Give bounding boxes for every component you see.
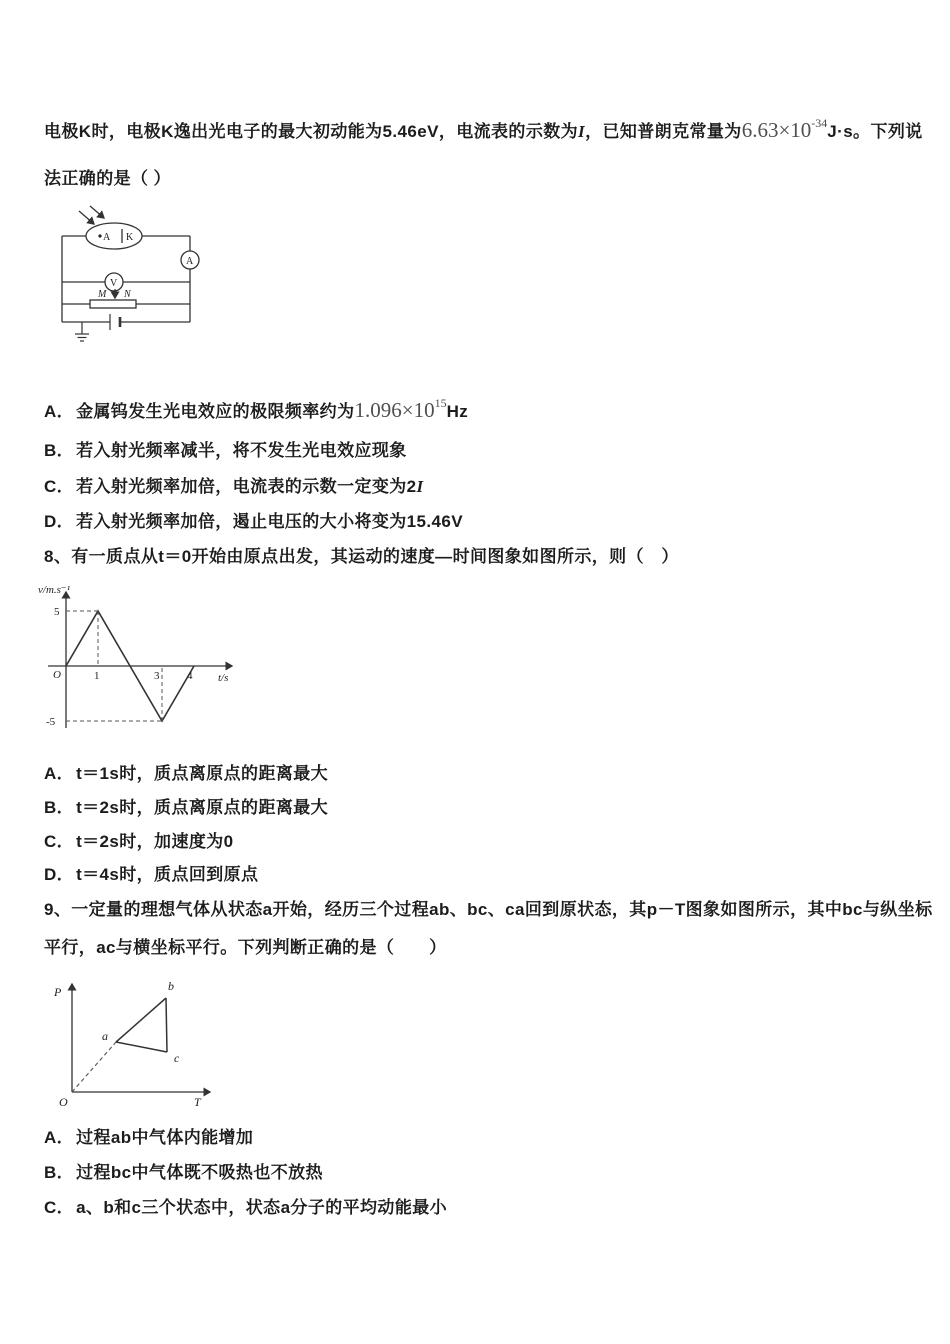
pt-x-axis-label: T	[194, 1095, 201, 1109]
pt-state-c-label: c	[174, 1051, 180, 1065]
vt-t4-tick: 4	[187, 670, 193, 682]
q7-stem-text-mid: ，已知普朗克常量为	[585, 122, 742, 141]
pt-cycle-lines	[116, 998, 167, 1052]
photoelectric-circuit-figure	[52, 204, 204, 354]
question-8-stem: 8、有一质点从t＝0开始由原点出发，其运动的速度—时间图象如图所示，则（ ）	[44, 547, 679, 566]
circuit-wires	[62, 236, 199, 322]
cathode-label: K	[126, 232, 134, 243]
pt-origin-label: O	[59, 1095, 68, 1109]
question-7-stem-line-2: 法正确的是（ ）	[44, 169, 171, 188]
planck-constant-value: $6.63\times 10^{-34}$	[741, 116, 828, 142]
q8-option-d: D． t＝4s时，质点回到原点	[44, 865, 259, 884]
q7-option-b: B． 若入射光频率减半，将不发生光电效应现象	[44, 441, 407, 460]
anode-dot	[98, 234, 101, 237]
vt-t3-tick: 3	[154, 670, 160, 682]
ammeter-label: A	[186, 256, 194, 267]
pt-state-b-label: b	[168, 979, 174, 993]
q9-option-c: C． a、b和c三个状态中，状态a分子的平均动能最小	[44, 1198, 448, 1217]
q7-stem-text-post: J·s。下列说	[827, 122, 923, 141]
q9-option-b: B． 过程bc中气体既不吸热也不放热	[44, 1163, 323, 1182]
limit-frequency-value: $1.096\times 10^{15}$	[354, 396, 447, 422]
q7-current-symbol: I	[578, 122, 586, 141]
phototube	[86, 223, 142, 249]
pressure-temperature-graph	[44, 972, 232, 1110]
voltmeter-label: V	[110, 278, 118, 289]
vt-origin-label: O	[53, 669, 61, 681]
slider-left-label: M	[98, 289, 107, 300]
q9-option-a: A． 过程ab中气体内能增加	[44, 1128, 254, 1147]
question-9-stem-line-2: 平行，ac与横坐标平行。下列判断正确的是（ ）	[44, 938, 447, 957]
q8-option-a: A． t＝1s时，质点离原点的距离最大	[44, 764, 329, 783]
vt-x-axis-label: t/s	[218, 672, 229, 684]
q7-option-d: D． 若入射光频率加倍，遏止电压的大小将变为15.46V	[44, 512, 463, 531]
vt-ymax-tick: 5	[54, 606, 60, 618]
q7-option-c-current-symbol: I	[416, 477, 424, 496]
pt-y-axis-label: P	[54, 985, 62, 999]
q7-stem-text-pre: 电极K时，电极K逸出光电子的最大初动能为5.46eV，电流表的示数为	[44, 122, 579, 141]
vt-axes	[48, 592, 232, 728]
velocity-time-graph	[34, 578, 246, 738]
q7-option-c: C． 若入射光频率加倍，电流表的示数一定变为2I	[44, 477, 424, 496]
slider-right-label: N	[124, 289, 131, 300]
vt-ymin-tick: -5	[46, 716, 56, 728]
pt-dashed-oa-line	[72, 1042, 116, 1092]
question-9-stem-line-1: 9、一定量的理想气体从状态a开始，经历三个过程ab、bc、ca回到原状态，其p－T图象如图所示，其中bc与纵坐标	[44, 900, 933, 919]
q8-option-c: C． t＝2s时，加速度为0	[44, 832, 234, 851]
pt-axes	[72, 984, 210, 1092]
vt-y-axis-label: v/m.s⁻¹	[38, 584, 71, 596]
q7-option-a: A． 金属钨发生光电效应的极限频率约为$1.096\times 10^{15}Hz$	[44, 396, 469, 422]
battery-icon	[110, 314, 120, 330]
question-7-stem-line-1	[44, 112, 923, 145]
ground-icon	[75, 322, 89, 341]
q8-option-b: B． t＝2s时，质点离原点的距离最大	[44, 798, 329, 817]
anode-label: A	[103, 232, 111, 243]
pt-state-a-label: a	[102, 1029, 108, 1043]
light-rays-icon	[79, 206, 104, 224]
vt-t1-tick: 1	[94, 670, 100, 682]
